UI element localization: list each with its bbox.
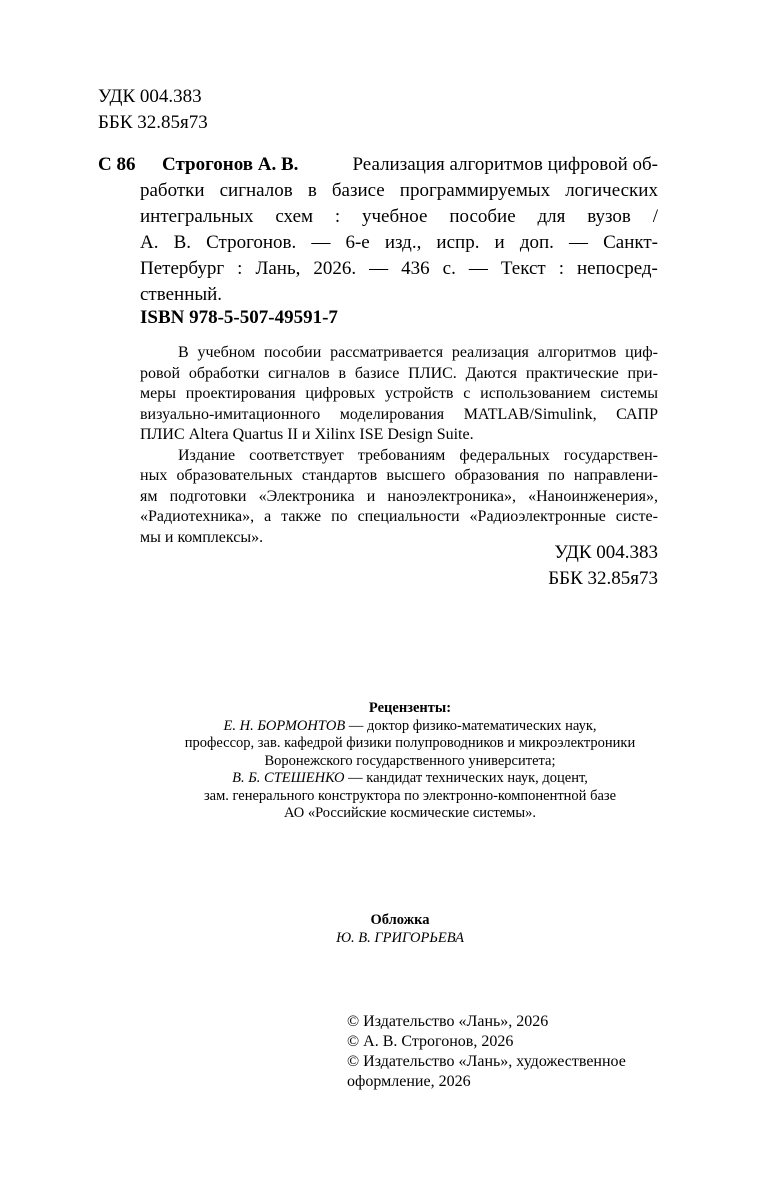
cover-credit — [300, 912, 500, 947]
copyright-block — [347, 1012, 626, 1092]
annotation-line: В учебном пособии рассматривается реализация алгоритмов циф- — [178, 344, 658, 361]
copyright-line: оформление, 2026 — [347, 1073, 471, 1090]
udk-bbk-footer — [548, 540, 658, 592]
bibliographic-record — [98, 152, 658, 308]
reviewer-1-line-1 — [130, 718, 690, 736]
annotation-line: ных образовательных стандартов высшего образования по направлени- — [140, 467, 658, 484]
annotation-line: ровой обработки сигналов в базисе ПЛИС. Даются практические при- — [140, 364, 658, 382]
biblio-line-1 — [98, 152, 658, 178]
reviewer-1-name: Е. Н. БОРМОНТОВ — [223, 717, 346, 734]
biblio-line-4: А. В. Строгонов. — 6-е изд., испр. и доп. — Санкт- — [140, 232, 658, 253]
annotation-line: Издание соответствует требованиям федеральных государствен- — [178, 446, 658, 464]
reviewer-2-line-2: зам. генерального конструктора по электронно-компонентной базе — [203, 787, 617, 804]
udk-code-right: УДК 004.383 — [554, 542, 658, 563]
biblio-line-2: работки сигналов в базисе программируемых логических — [140, 180, 658, 201]
copyright-line: © Издательство «Лань», художественное — [347, 1053, 626, 1070]
reviewer-2-line-1 — [130, 770, 690, 788]
reviewer-2-title: — кандидат технических наук, доцент, — [344, 770, 588, 786]
reviewer-1-title: — доктор физико-математических наук, — [345, 717, 597, 734]
biblio-line-3: интегральных схем : учебное пособие для вузов / — [140, 206, 658, 227]
title-start: Реализация алгоритмов цифровой об- — [352, 154, 658, 175]
annotation-line: меры проектирования цифровых устройств с использованием системы — [140, 385, 658, 402]
cover-heading: Обложка — [370, 912, 430, 928]
reviewer-2-name: В. Б. СТЕШЕНКО — [232, 770, 345, 786]
biblio-line-5: Петербург : Лань, 2026. — 436 с. — Текст : непосред- — [140, 258, 658, 279]
reviewer-1-line-2: профессор, зав. кафедрой физики полупроводников и микроэлектроники — [184, 735, 636, 751]
annotation — [140, 343, 658, 548]
udk-bbk-header — [98, 84, 208, 136]
annotation-line: ПЛИС Altera Quartus II и Xilinx ISE Design Suite. — [140, 426, 474, 443]
copyright-line: © Издательство «Лань», 2026 — [347, 1013, 549, 1030]
copyright-line: © А. В. Строгонов, 2026 — [347, 1033, 514, 1050]
annotation-line: «Радиотехника», а также по специальности «Радиоэлектронные систе- — [140, 508, 658, 525]
cover-designer-name: Ю. В. ГРИГОРЬЕВА — [336, 929, 464, 946]
annotation-line: мы и комплексы». — [140, 528, 264, 546]
udk-code: УДК 004.383 — [98, 86, 202, 107]
author-mark: С 86 — [98, 154, 136, 175]
bbk-code-right: ББК 32.85я73 — [548, 568, 658, 589]
author-name: Строгонов А. В. — [162, 154, 299, 175]
annotation-line: визуально-имитационного моделирования MATLAB/Simulink, САПР — [140, 405, 658, 423]
annotation-line: ям подготовки «Электроника и наноэлектроника», «Наноинженерия», — [140, 487, 658, 505]
biblio-line-6: ственный. — [140, 284, 223, 305]
isbn: ISBN 978-5-507-49591-7 — [140, 307, 338, 328]
reviewer-1-line-3: Воронежского государственного университета; — [264, 752, 556, 769]
bbk-code: ББК 32.85я73 — [98, 112, 208, 133]
reviewers-heading: Рецензенты: — [368, 700, 452, 716]
reviewer-2-line-3: АО «Российские космические системы». — [284, 805, 536, 821]
reviewers-block — [130, 700, 690, 823]
